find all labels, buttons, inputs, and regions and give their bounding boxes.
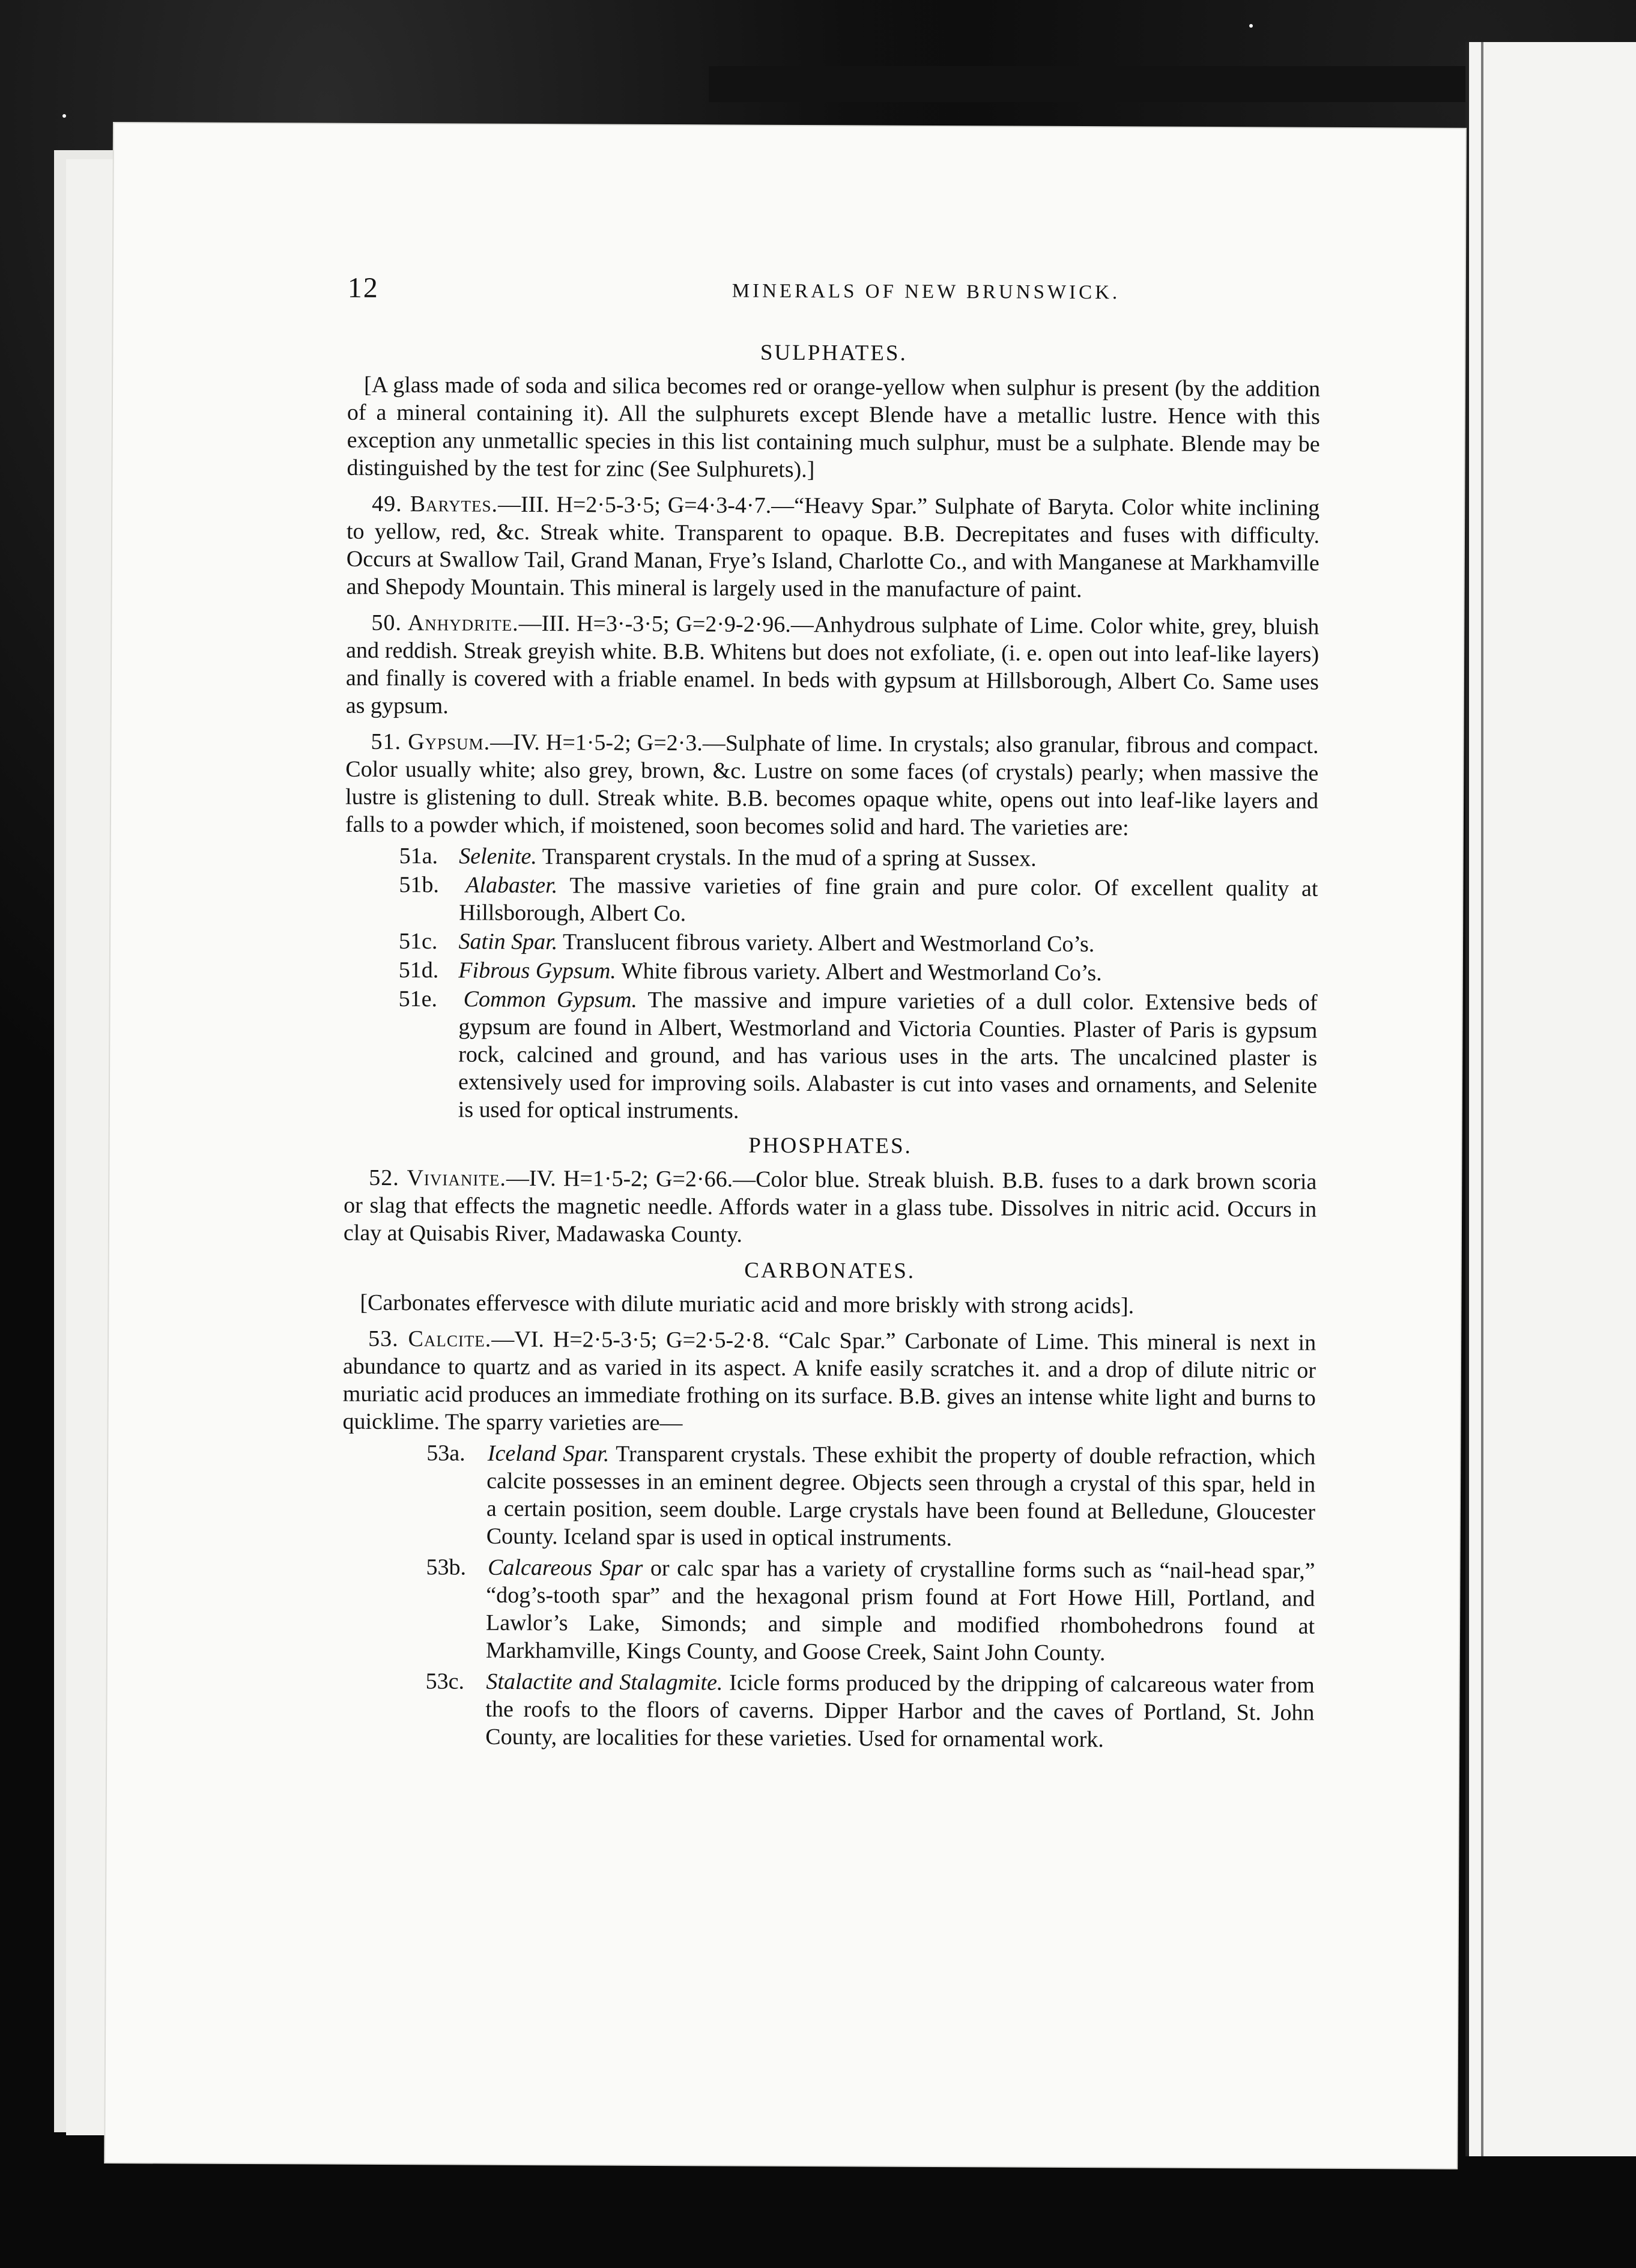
variety-text: Transparent crystals. These exhibit the property of double refraction, which calcite possesses in an eminent degree. Objects seen through a crystal of this spar, held in a certain position, seem double. Large crystals have been found at Belledune, Gloucester County. Iceland spar is used in optical instruments.: [486, 1441, 1316, 1551]
variety-name: Selenite.: [459, 843, 538, 870]
entry-text: —IV. H=1·5-2; G=2·66.—Color blue. Streak bluish. B.B. fuses to a dark brown scoria or slag that effects the magnetic needle. Affords water in a glass tube. Dissolves in nitric acid. Occurs in clay at Quisabis River, Madawaska County.: [343, 1165, 1317, 1248]
variety-53c: [341, 1667, 1315, 1754]
variety-51d: [345, 956, 1318, 988]
entry-head: 51. Gypsum.: [371, 729, 491, 755]
dust-speck: [1249, 24, 1253, 28]
entry-gypsum: [345, 728, 1319, 843]
variety-name: Alabaster.: [465, 872, 558, 899]
variety-text: The massive varieties of fine grain and pure color. Of excellent quality at Hillsborough, Albert Co.: [459, 873, 1318, 927]
variety-name: Fibrous Gypsum.: [458, 957, 616, 984]
entry-vivianite: [344, 1164, 1317, 1251]
variety-name: Calcareous Spar: [488, 1554, 643, 1581]
variety-53a: [342, 1439, 1316, 1554]
variety-name: Satin Spar.: [458, 929, 558, 955]
variety-label: 51e.: [398, 986, 438, 1012]
page-header: [348, 271, 1465, 318]
variety-text: White fibrous variety. Albert and Westmorland Co’s.: [621, 958, 1102, 986]
variety-label: 51b.: [399, 872, 440, 898]
sulphates-intro: [A glass made of soda and silica becomes red or orange-yellow when sulphur is present (by the addition of a mineral containing it). All the sulphurets except Blende have a metallic lustre. Hence with this exception any unmetallic species in this list containing much sulphur, must be a sulphate. Blende may be distinguished by the test for zinc (See Sulphurets).]: [347, 372, 1321, 483]
carbonates-intro: [Carbonates effervesce with dilute muriatic acid and more briskly with strong acids].: [360, 1290, 1135, 1319]
adjacent-page-right: [1465, 42, 1636, 2156]
variety-label: 53a.: [426, 1440, 465, 1466]
entry-head: 50. Anhydrite.: [371, 610, 519, 636]
document-page: [105, 123, 1465, 2168]
variety-text: or calc spar has a variety of crystalline forms such as “nail-head spar,” “dog’s-tooth spar” and the hexagonal prism found at Fort Howe Hill, Portland, and Lawlor’s Lake, Simonds; and simple and modified rhombohedrons found at Markhamville, Kings County, and Goose Creek, Saint John County.: [485, 1555, 1315, 1666]
page-number: 12: [347, 271, 379, 304]
variety-text: The massive and impure varieties of a dull color. Extensive beds of gypsum are found in Albert, Westmorland and Victoria Counties. Plaster of Paris is gypsum rock, calcined and ground, and has various uses in the arts. The uncalcined plaster is extensively used for improving soils. Alabaster is cut into vases and ornaments, and Selenite is used for optical instruments.: [458, 987, 1318, 1124]
entry-head: 53. Calcite.: [368, 1326, 492, 1352]
section-title-sulphates: SULPHATES.: [760, 340, 907, 366]
variety-label: 53c.: [425, 1669, 465, 1694]
variety-label: 51d.: [398, 957, 439, 983]
entry-anhydrite: [346, 609, 1319, 724]
variety-51a: [345, 842, 1318, 874]
entry-text: —III. H=3·-3·5; G=2·9-2·96.—Anhydrous sulphate of Lime. Color white, grey, bluish and reddish. Streak greyish white. B.B. Whitens but does not exfoliate, (i. e. open out into leaf-like layers) and finally is covered with a friable enamel. In beds with gypsum at Hillsborough, Albert Co. Same uses as gypsum.: [345, 610, 1319, 719]
entry-calcite: [342, 1325, 1316, 1440]
variety-51c: [345, 927, 1318, 959]
entry-barytes: [347, 490, 1320, 605]
variety-53b: [342, 1553, 1315, 1668]
variety-text: Translucent fibrous variety. Albert and Westmorland Co’s.: [562, 929, 1095, 957]
page-body: [341, 332, 1320, 1758]
entry-text: —VI. H=2·5-3·5; G=2·5-2·8. “Calc Spar.” Carbonate of Lime. This mineral is next in abundance to quartz and as varied in its aspect. A knife easily scratches it. and a drop of dilute nitric or muriatic acid produces an immediate frothing on its surface. B.B. gives an intense white light and burns to quicklime. The sparry varieties are—: [342, 1326, 1316, 1436]
variety-text: Transparent crystals. In the mud of a spring at Sussex.: [542, 844, 1037, 872]
scanner-dark-strip: [709, 66, 1507, 102]
entry-head: 49. Barytes.: [372, 491, 498, 517]
section-title-phosphates: PHOSPHATES.: [748, 1133, 912, 1159]
variety-label: 51a.: [399, 843, 438, 869]
variety-51b: [345, 871, 1318, 930]
entry-text: —IV. H=1·5-2; G=2·3.—Sulphate of lime. In crystals; also granular, fibrous and compact. Color usually white; also grey, brown, &c. Lustre on some faces (of crystals) pearly; when massive the lustre is glistening to dull. Streak white. B.B. becomes opaque white, opens out into leaf-like layers and falls to a powder which, if moistened, soon becomes solid and hard. The varieties are:: [345, 729, 1319, 841]
variety-text: Icicle forms produced by the dripping of calcareous water from the roofs to the floors of caverns. Dipper Harbor and the caves of Portland, St. John County, are localities for these varieties. Used for ornamental work.: [485, 1670, 1315, 1753]
entry-head: 52. Vivianite.: [369, 1165, 507, 1191]
variety-name: Iceland Spar.: [487, 1440, 610, 1467]
dust-speck: [62, 114, 66, 118]
variety-label: 51c.: [398, 929, 438, 954]
section-title-carbonates: CARBONATES.: [744, 1258, 916, 1284]
variety-name: Stalactite and Stalagmite.: [486, 1669, 723, 1696]
variety-label: 53b.: [426, 1554, 467, 1580]
variety-51e: [344, 985, 1318, 1127]
entry-text: —III. H=2·5-3·5; G=4·3-4·7.—“Heavy Spar.” Sulphate of Baryta. Color white inclining to yellow, red, &c. Streak white. Transparent to opaque. B.B. Decrepitates and fuses with difficulty. Occurs at Swallow Tail, Grand Manan, Frye’s Island, Charlotte Co., and with Manganese at Markhamville and Shepody Mountain. This mineral is largely used in the manufacture of paint.: [346, 491, 1320, 603]
page-edge: [1481, 42, 1483, 2156]
running-head: MINERALS OF NEW BRUNSWICK.: [732, 280, 1121, 304]
variety-name: Common Gypsum.: [463, 986, 638, 1013]
